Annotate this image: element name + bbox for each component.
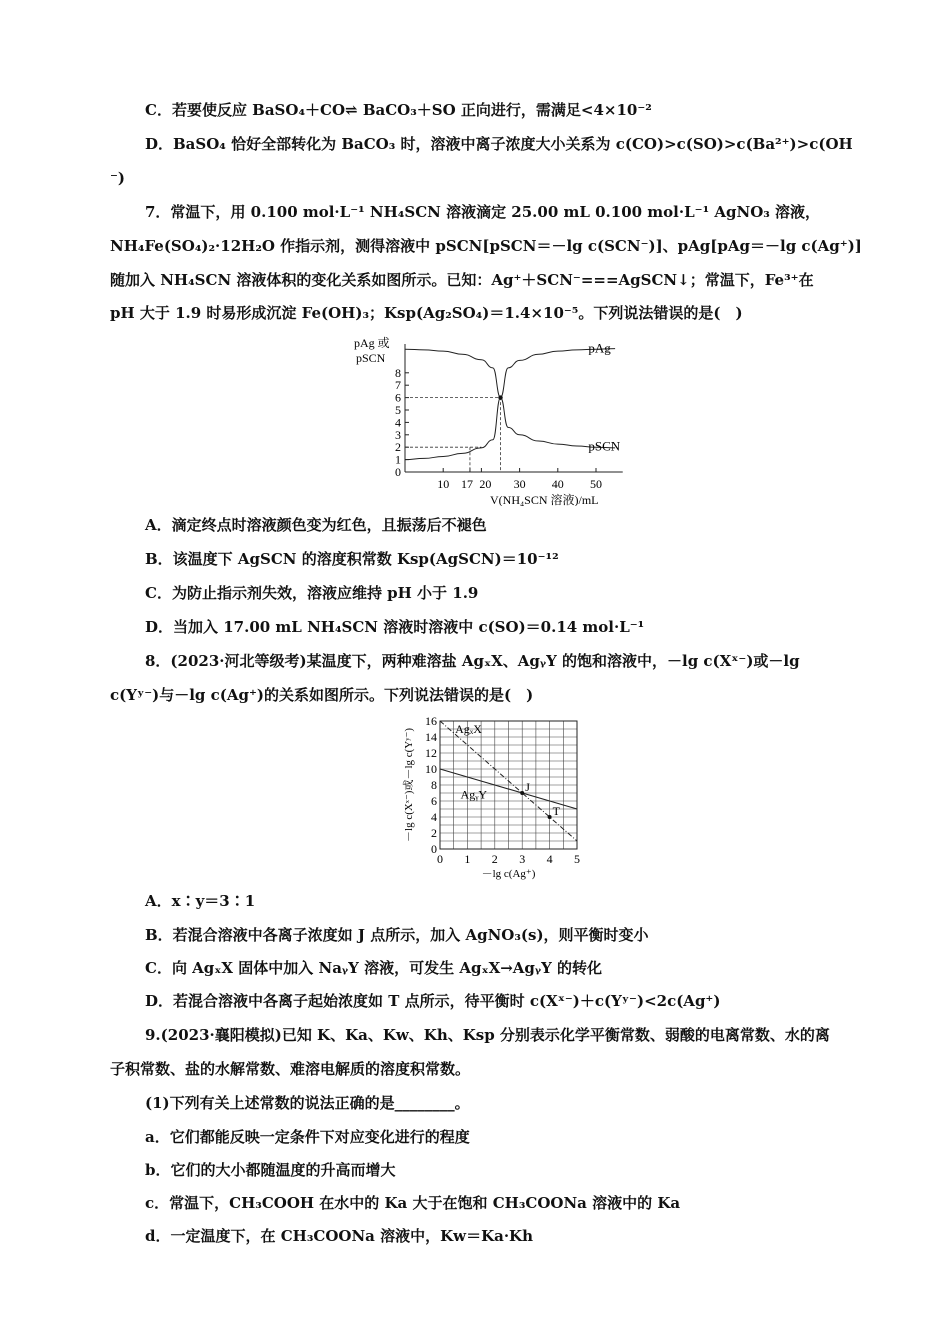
x-axis-label: V(NH₄SCN 溶液)/mL (490, 493, 599, 506)
option-7b: B．该温度下 AgSCN 的溶度积常数 Ksp(AgSCN)＝10⁻¹² (145, 550, 559, 568)
x-tick-label: 50 (590, 477, 602, 491)
x-tick-label: 5 (574, 852, 580, 866)
option-7a: A．滴定终点时溶液颜色变为红色，且振荡后不褪色 (145, 516, 487, 534)
x-tick-label: 2 (491, 852, 498, 866)
series-label-pscn: pSCN (588, 438, 621, 454)
question-7-stem-2: NH₄Fe(SO₄)₂·12H₂O 作指示剂，测得溶液中 pSCN[pSCN＝－lg c(SCN⁻)]、pAg[pAg＝－lg c(Ag⁺)] (110, 237, 862, 255)
question-9-part-1: (1)下列有关上述常数的说法正确的是________。 (145, 1094, 470, 1112)
option-9b: b．它们的大小都随温度的升高而增大 (145, 1161, 396, 1179)
series-label-agyy: AgᵧY (460, 787, 488, 802)
x-tick-label: 20 (479, 477, 492, 491)
y-tick-label: 5 (395, 403, 401, 417)
option-9a: a．它们都能反映一定条件下对应变化进行的程度 (145, 1128, 470, 1146)
series-label-agxx: AgₓX (455, 722, 482, 736)
y-tick-label: 6 (431, 794, 437, 808)
question-7-stem: 7．常温下，用 0.100 mol·L⁻¹ NH₄SCN 溶液滴定 25.00 mL 0.100 mol·L⁻¹ AgNO₃ 溶液， (145, 203, 821, 221)
option-6c: C．若要使反应 BaSO₄＋CO⇌ BaCO₃＋SO 正向进行，需满足<4×10⁻² (145, 101, 652, 119)
y-tick-label: 1 (395, 452, 401, 467)
x-tick-label: 17 (460, 477, 473, 491)
guide-equivalence (405, 398, 501, 472)
x-tick-label: 40 (551, 477, 564, 491)
point-j (520, 791, 524, 795)
point-label-t: T (552, 804, 560, 818)
x-tick-label: 0 (437, 852, 443, 866)
x-tick-label: 4 (546, 852, 553, 866)
option-8a: A．x∶y＝3∶1 (145, 892, 256, 910)
option-9c: c．常温下，CH₃COOH 在水中的 Ka 大于在饱和 CH₃COONa 溶液中的 Ka (145, 1194, 681, 1212)
x-tick-label: 30 (513, 477, 526, 491)
x-axis-label: －lg c(Ag⁺) (481, 868, 536, 880)
question-8-stem: 8．(2023·河北等级考)某温度下，两种难溶盐 AgₓX、AgᵧY 的饱和溶液中，－lg c(Xˣ⁻)或－lg (145, 652, 800, 670)
solubility-chart (398, 712, 598, 880)
option-6d-cont: ⁻) (110, 169, 126, 187)
y-tick-label: 2 (431, 826, 437, 840)
y-tick-label: 4 (431, 810, 437, 824)
y-tick-label: 8 (395, 365, 401, 380)
y-tick-label: 14 (425, 730, 437, 744)
x-tick-label: 1 (464, 852, 471, 866)
option-6d: D．BaSO₄ 恰好全部转化为 BaCO₃ 时，溶液中离子浓度大小关系为 c(CO)>c(SO)>c(Ba²⁺)>c(OH (145, 135, 853, 153)
y-tick-label: 10 (425, 762, 437, 776)
option-8b: B．若混合溶液中各离子浓度如 J 点所示，加入 AgNO₃(s)，则平衡时变小 (145, 926, 649, 944)
y-tick-label: 0 (431, 842, 437, 856)
point-t (548, 815, 552, 819)
y-tick-label: 8 (431, 778, 437, 792)
question-7-stem-3: 随加入 NH₄SCN 溶液体积的变化关系如图所示。已知：Ag⁺＋SCN⁻===AgSCN↓；常温下，Fe³⁺在 (110, 271, 814, 289)
option-7d: D．当加入 17.00 mL NH₄SCN 溶液时溶液中 c(SO)＝0.14 mol·L⁻¹ (145, 618, 645, 636)
question-8-stem-2: c(Yʸ⁻)与－lg c(Ag⁺)的关系如图所示。下列说法错误的是( ) (110, 686, 534, 704)
option-8c: C．向 AgₓX 固体中加入 NaᵧY 溶液，可发生 AgₓX→AgᵧY 的转化 (145, 959, 603, 977)
question-9-stem: 9.(2023·襄阳模拟)已知 K、Ka、Kw、Kh、Ksp 分别表示化学平衡常数、弱酸的电离常数、水的离 (145, 1026, 830, 1044)
y-tick-label: 7 (395, 378, 401, 393)
equivalence-point (498, 395, 502, 399)
y-tick-label: 12 (425, 746, 437, 760)
y-axis-label-2: pSCN (356, 351, 386, 365)
question-9-stem-2: 子积常数、盐的水解常数、难溶电解质的溶度积常数。 (110, 1060, 471, 1078)
series-pscn (405, 349, 615, 460)
series-label-pag: pAg (588, 340, 611, 356)
y-tick-label: 3 (395, 427, 401, 442)
titration-chart (350, 334, 640, 506)
y-tick-label: 0 (395, 465, 401, 479)
option-9d: d．一定温度下，在 CH₃COONa 溶液中，Kw＝Ka·Kh (145, 1227, 533, 1245)
y-tick-label: 4 (395, 415, 401, 430)
option-7c: C．为防止指示剂失效，溶液应维持 pH 小于 1.9 (145, 584, 479, 602)
series-pag (405, 349, 615, 448)
x-tick-label: 3 (519, 852, 526, 866)
question-7-stem-4: pH 大于 1.9 时易形成沉淀 Fe(OH)₃；Ksp(Ag₂SO₄)＝1.4×10⁻⁵。下列说法错误的是( ) (110, 304, 743, 322)
y-axis-label-1: pAg 或 (354, 336, 390, 350)
y-tick-label: 6 (395, 390, 401, 405)
option-8d: D．若混合溶液中各离子起始浓度如 T 点所示，待平衡时 c(Xˣ⁻)＋c(Yʸ⁻)<2c(Ag⁺) (145, 992, 721, 1010)
y-axis-label: －lg c(Xˣ⁻)或－lg c(Yʸ⁻) (403, 728, 415, 842)
x-tick-label: 10 (437, 477, 450, 491)
y-tick-label: 16 (425, 714, 437, 728)
point-label-j: J (525, 780, 530, 794)
y-tick-label: 2 (395, 440, 401, 455)
